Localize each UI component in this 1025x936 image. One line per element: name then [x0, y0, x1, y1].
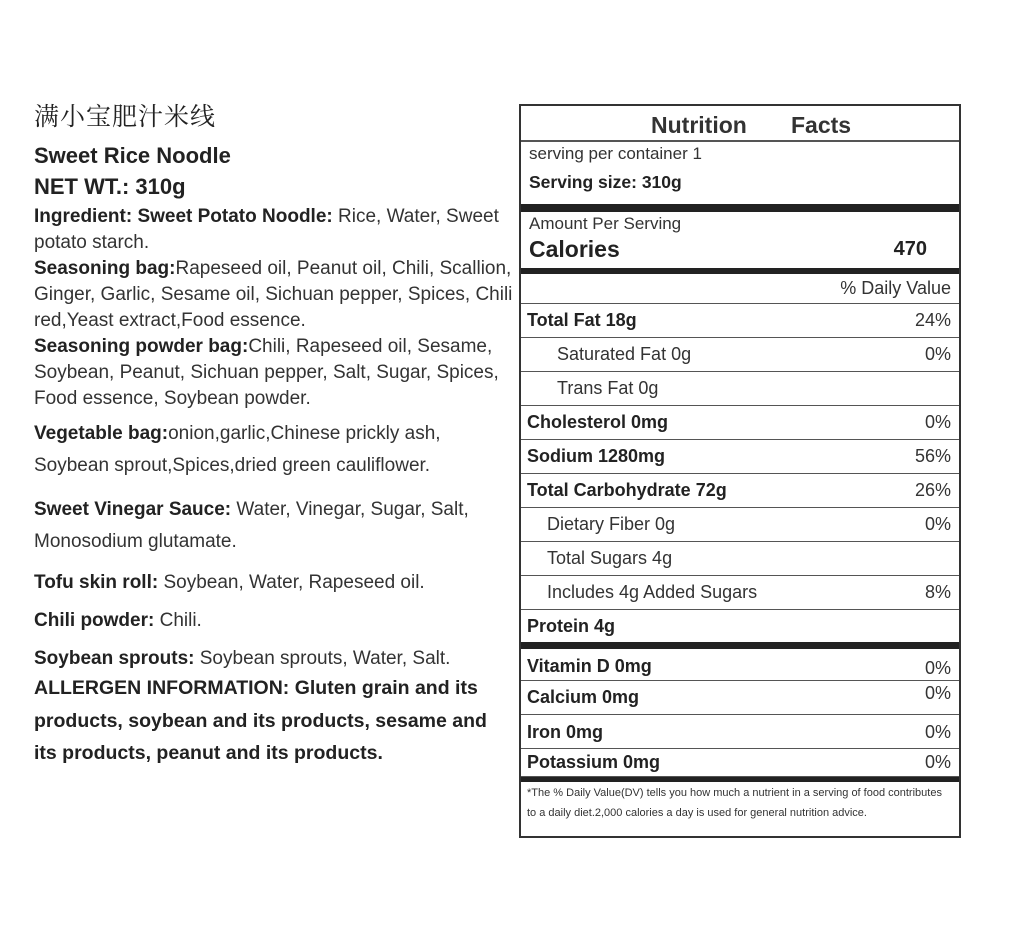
ingredient-label: Chili powder:: [34, 610, 155, 631]
ingredient-text: onion,garlic,Chinese prickly ash, Soybean sprout,Spices,dried green cauliflower.: [34, 423, 441, 476]
thick-divider: [521, 204, 959, 212]
nutrient-label: Total Sugars 4g: [547, 548, 673, 568]
nutrient-percent: 0%: [924, 412, 951, 432]
ingredient-text: Rapeseed oil, Peanut oil, Chili, Scallion, Ginger, Garlic, Sesame oil, Sichuan pepper, Spices, Chili red,Yeast extract,Food essence.: [34, 258, 513, 331]
nutrient-row: [521, 304, 959, 338]
nutrient-label: Calcium 0mg: [527, 687, 640, 707]
ingredient-label: Tofu skin roll:: [34, 572, 159, 593]
nutrient-percent: 26%: [914, 480, 951, 500]
nutrient-label: Saturated Fat 0g: [557, 344, 692, 364]
ingredient-label: Soybean sprouts:: [34, 648, 195, 669]
nutrient-percent: 0%: [924, 752, 951, 772]
ingredient-paragraph: [34, 204, 514, 256]
ingredient-text: Water, Vinegar, Sugar, Salt, Monosodium glutamate.: [34, 499, 469, 552]
nutrient-percent: 0%: [924, 683, 951, 703]
nutrient-row: [521, 542, 959, 576]
nutrient-row: [521, 372, 959, 406]
nutrient-row: [521, 474, 959, 508]
servings-per-container: serving per container 1: [529, 144, 702, 163]
ingredient-label: Vegetable bag:: [34, 423, 169, 444]
nutrient-label: Trans Fat 0g: [557, 378, 659, 398]
nutrient-row: [521, 406, 959, 440]
nutrient-row: [521, 440, 959, 474]
ingredient-paragraph: [34, 334, 514, 412]
calories-value: 470: [893, 238, 927, 260]
nutrient-percent: 0%: [924, 514, 951, 534]
nutrition-facts-panel: [519, 104, 961, 838]
ingredient-label: Ingredient: Sweet Potato Noodle:: [34, 206, 333, 227]
ingredient-label: Sweet Vinegar Sauce:: [34, 499, 232, 520]
nutrient-label: Total Fat 18g: [527, 310, 637, 330]
nutrient-row: [521, 338, 959, 372]
nutrition-title-word: Nutrition: [651, 112, 747, 138]
nutrient-percent: 0%: [924, 722, 951, 742]
nutrient-label: Potassium 0mg: [527, 752, 661, 772]
nutrient-label: Vitamin D 0mg: [527, 656, 652, 676]
nutrient-row: [521, 649, 959, 681]
serving-info: [521, 142, 959, 204]
ingredient-paragraph: [34, 256, 514, 334]
daily-value-footnote: *The % Daily Value(DV) tells you how much a nutrient in a serving of food contributes to a daily diet.2,000 calories a day is used for general nutrition advice.: [527, 787, 942, 819]
nutrient-row: [521, 749, 959, 777]
ingredient-text: Rice, Water, Sweet potato starch.: [34, 206, 499, 253]
product-title: Sweet Rice Noodle: [34, 143, 231, 168]
nutrition-facts-title: [521, 106, 959, 142]
allergen-information: ALLERGEN INFORMATION: Gluten grain and its products, soybean and its products, sesame and its products, peanut and its products.: [34, 677, 487, 764]
thick-divider: [521, 642, 959, 649]
nutrient-label: Sodium 1280mg: [527, 446, 666, 466]
product-title-chinese: 满小宝肥汁米线: [34, 102, 217, 131]
nutrient-label: Cholesterol 0mg: [527, 412, 669, 432]
ingredient-paragraph: [34, 570, 514, 596]
ingredient-paragraph: [34, 418, 514, 482]
nutrient-percent: 24%: [914, 310, 951, 330]
nutrient-label: Iron 0mg: [527, 722, 604, 742]
nutrient-percent: 56%: [914, 446, 951, 466]
nutrient-percent: 0%: [924, 658, 951, 678]
serving-size: Serving size: 310g: [529, 172, 682, 192]
calories-label: Calories: [529, 236, 620, 262]
nutrient-percent: 0%: [924, 344, 951, 364]
net-weight: NET WT.: 310g: [34, 174, 186, 199]
daily-value-header: [521, 274, 959, 304]
daily-value-label: % Daily Value: [840, 278, 951, 298]
ingredient-paragraph: [34, 646, 514, 672]
nutrient-row: [521, 508, 959, 542]
nutrient-label: Total Carbohydrate 72g: [527, 480, 727, 500]
thick-divider: [521, 777, 959, 782]
nutrient-row: [521, 610, 959, 644]
nutrient-label: Includes 4g Added Sugars: [547, 582, 758, 602]
calories-section: [521, 212, 959, 268]
nutrient-percent: 8%: [924, 582, 951, 602]
nutrient-label: Protein 4g: [527, 616, 616, 636]
ingredient-text: Soybean sprouts, Water, Salt.: [194, 648, 451, 669]
nutrient-row: [521, 715, 959, 749]
ingredient-paragraph: [34, 608, 514, 634]
ingredient-text: Chili, Rapeseed oil, Sesame, Soybean, Peanut, Sichuan pepper, Salt, Sugar, Spices, Food essence, Soybean powder.: [34, 336, 499, 409]
nutrient-row: [521, 576, 959, 610]
ingredient-paragraph: [34, 494, 514, 558]
ingredient-label: Seasoning bag:: [34, 258, 176, 279]
amount-per-serving: Amount Per Serving: [529, 214, 682, 233]
facts-title-word: Facts: [791, 112, 852, 138]
nutrient-label: Dietary Fiber 0g: [547, 514, 676, 534]
ingredient-label: Seasoning powder bag:: [34, 336, 249, 357]
ingredient-text: Chili.: [154, 610, 202, 631]
product-info: [34, 100, 514, 770]
ingredient-text: Soybean, Water, Rapeseed oil.: [158, 572, 425, 593]
nutrient-row: [521, 681, 959, 715]
